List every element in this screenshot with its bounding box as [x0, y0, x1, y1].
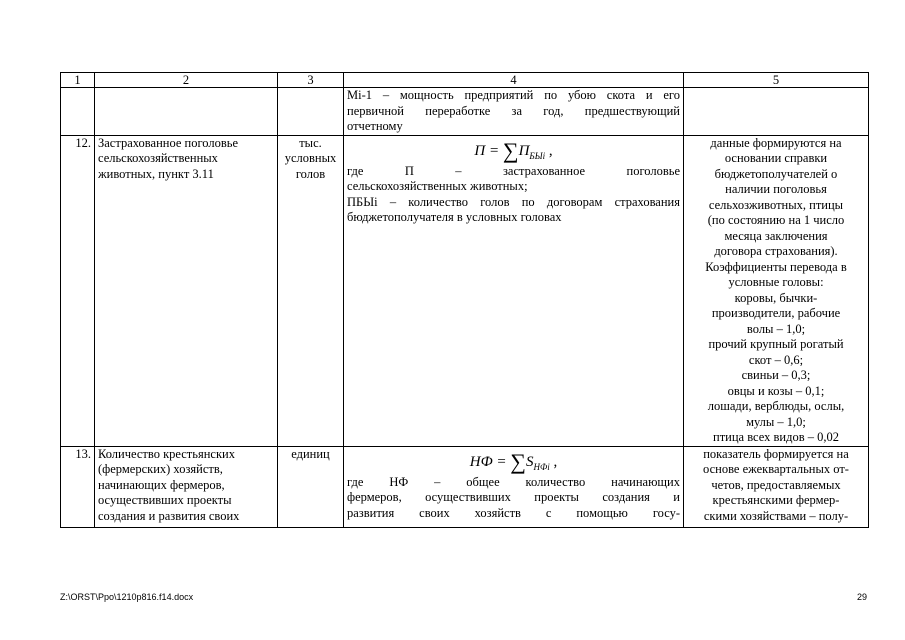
text-line: производители, рабочие — [711, 306, 841, 320]
formula-description: развития своих хозяйств с помощью госу- — [347, 505, 680, 520]
formula — [347, 449, 680, 475]
text-line: данные формируются на — [710, 135, 842, 150]
sum-symbol: ∑ — [502, 137, 519, 163]
indicator-name — [95, 446, 278, 527]
header-cell-5: 5 — [684, 73, 869, 88]
table-row-13 — [61, 446, 869, 527]
table-row-12 — [61, 135, 869, 446]
text-line: основе ежеквартальных от- — [703, 462, 849, 476]
formula-description: сельскохозяйственных животных; — [347, 179, 528, 193]
formula-description: где НФ – общее количество начинающих — [347, 474, 680, 489]
formula-eq: = — [496, 453, 507, 470]
formula-cell — [344, 446, 684, 527]
formula-subscript: БЫi — [529, 150, 546, 161]
text-line: договора страхования). — [714, 244, 838, 258]
text-line: птица всех видов – 0,02 — [713, 430, 839, 444]
unit-cell: единиц — [278, 446, 344, 527]
cell-empty — [61, 88, 95, 136]
formula-lhs: НФ — [469, 453, 493, 470]
text-line: крестьянскими фермер- — [712, 493, 840, 507]
text-line: коровы, бычки- — [734, 290, 818, 305]
footer-file-path: Z:\ORST\Ppo\1210p816.f14.docx — [60, 592, 194, 602]
text-line: наличии поголовья — [725, 182, 827, 196]
text-line: первичной переработке за год, предшествующий — [347, 103, 680, 118]
formula-term: S — [525, 453, 534, 470]
unit-cell — [278, 135, 344, 446]
text-line: прочий крупный рогатый — [708, 337, 844, 351]
text-line: (фермерских) хозяйств, — [98, 462, 223, 476]
methodology-cell — [684, 135, 869, 446]
indicator-name: Застрахованное поголовье сельскохозяйственных животных, пункт 3.11 — [95, 135, 278, 446]
text-line: месяца заключения — [724, 228, 828, 243]
formula-description: фермеров, осуществивших проекты создания и — [347, 490, 680, 504]
text-line: отчетному — [347, 119, 403, 133]
text-line: овцы и козы – 0,1; — [727, 383, 825, 398]
indicator-table — [60, 72, 869, 528]
unit-line: условных — [284, 151, 337, 165]
methodology-cell — [684, 446, 869, 527]
header-cell-4: 4 — [344, 73, 684, 88]
text-line: осуществивших проекты — [98, 493, 232, 507]
text-line: четов, предоставляемых — [711, 477, 841, 492]
sum-symbol: ∑ — [510, 448, 526, 474]
text-line: мулы – 1,0; — [746, 414, 806, 429]
formula — [347, 138, 680, 164]
formula-description: где П – застрахованное поголовье — [347, 163, 680, 178]
cell-empty — [684, 88, 869, 136]
continuation-description — [344, 88, 684, 136]
header-cell-3: 3 — [278, 73, 344, 88]
text-line: лошади, верблюды, ослы, — [707, 399, 845, 413]
formula-lhs: П — [474, 142, 486, 159]
formula-eq: = — [489, 142, 500, 159]
text-line: Количество крестьянских — [98, 446, 235, 461]
row-number: 12. — [61, 135, 95, 446]
text-line: свиньи – 0,3; — [741, 368, 811, 382]
unit-line: голов — [295, 166, 326, 181]
formula-cell — [344, 135, 684, 446]
text-line: показатель формируется на — [703, 446, 849, 461]
cell-empty — [278, 88, 344, 136]
text-line: скими хозяйствами – полу- — [703, 508, 849, 523]
header-row — [61, 73, 869, 88]
text-line: Коэффициенты перевода в — [705, 259, 847, 274]
text-line: основании справки — [724, 151, 828, 165]
text-line: начинающих фермеров, — [98, 477, 225, 492]
header-cell-2: 2 — [95, 73, 278, 88]
formula-tail: , — [553, 453, 558, 470]
cell-empty — [95, 88, 278, 136]
text-line: (по состоянию на 1 число — [707, 213, 845, 227]
text-line: Mi-1 – мощность предприятий по убою скота и его — [347, 88, 680, 102]
formula-subscript: НФi — [533, 461, 550, 472]
header-cell-1: 1 — [61, 73, 95, 88]
unit-line: тыс. — [299, 135, 322, 150]
formula-variable-description: ПБЫi – количество голов по договорам страхования бюджетополучателя в условных головах — [347, 194, 680, 224]
row-number: 13. — [61, 446, 95, 527]
text-line: условные головы: — [728, 275, 824, 289]
table-row-continuation — [61, 88, 869, 136]
formula-term: П — [518, 142, 530, 159]
text-line: бюджетополучателей о — [714, 166, 838, 181]
text-line: сельхозживотных, птицы — [708, 197, 844, 212]
text-line: волы – 1,0; — [746, 321, 806, 336]
formula-tail: , — [548, 142, 553, 159]
text-line: создания и развития своих — [98, 508, 240, 523]
footer-page-number: 29 — [856, 592, 867, 602]
text-line: скот – 0,6; — [748, 352, 804, 367]
